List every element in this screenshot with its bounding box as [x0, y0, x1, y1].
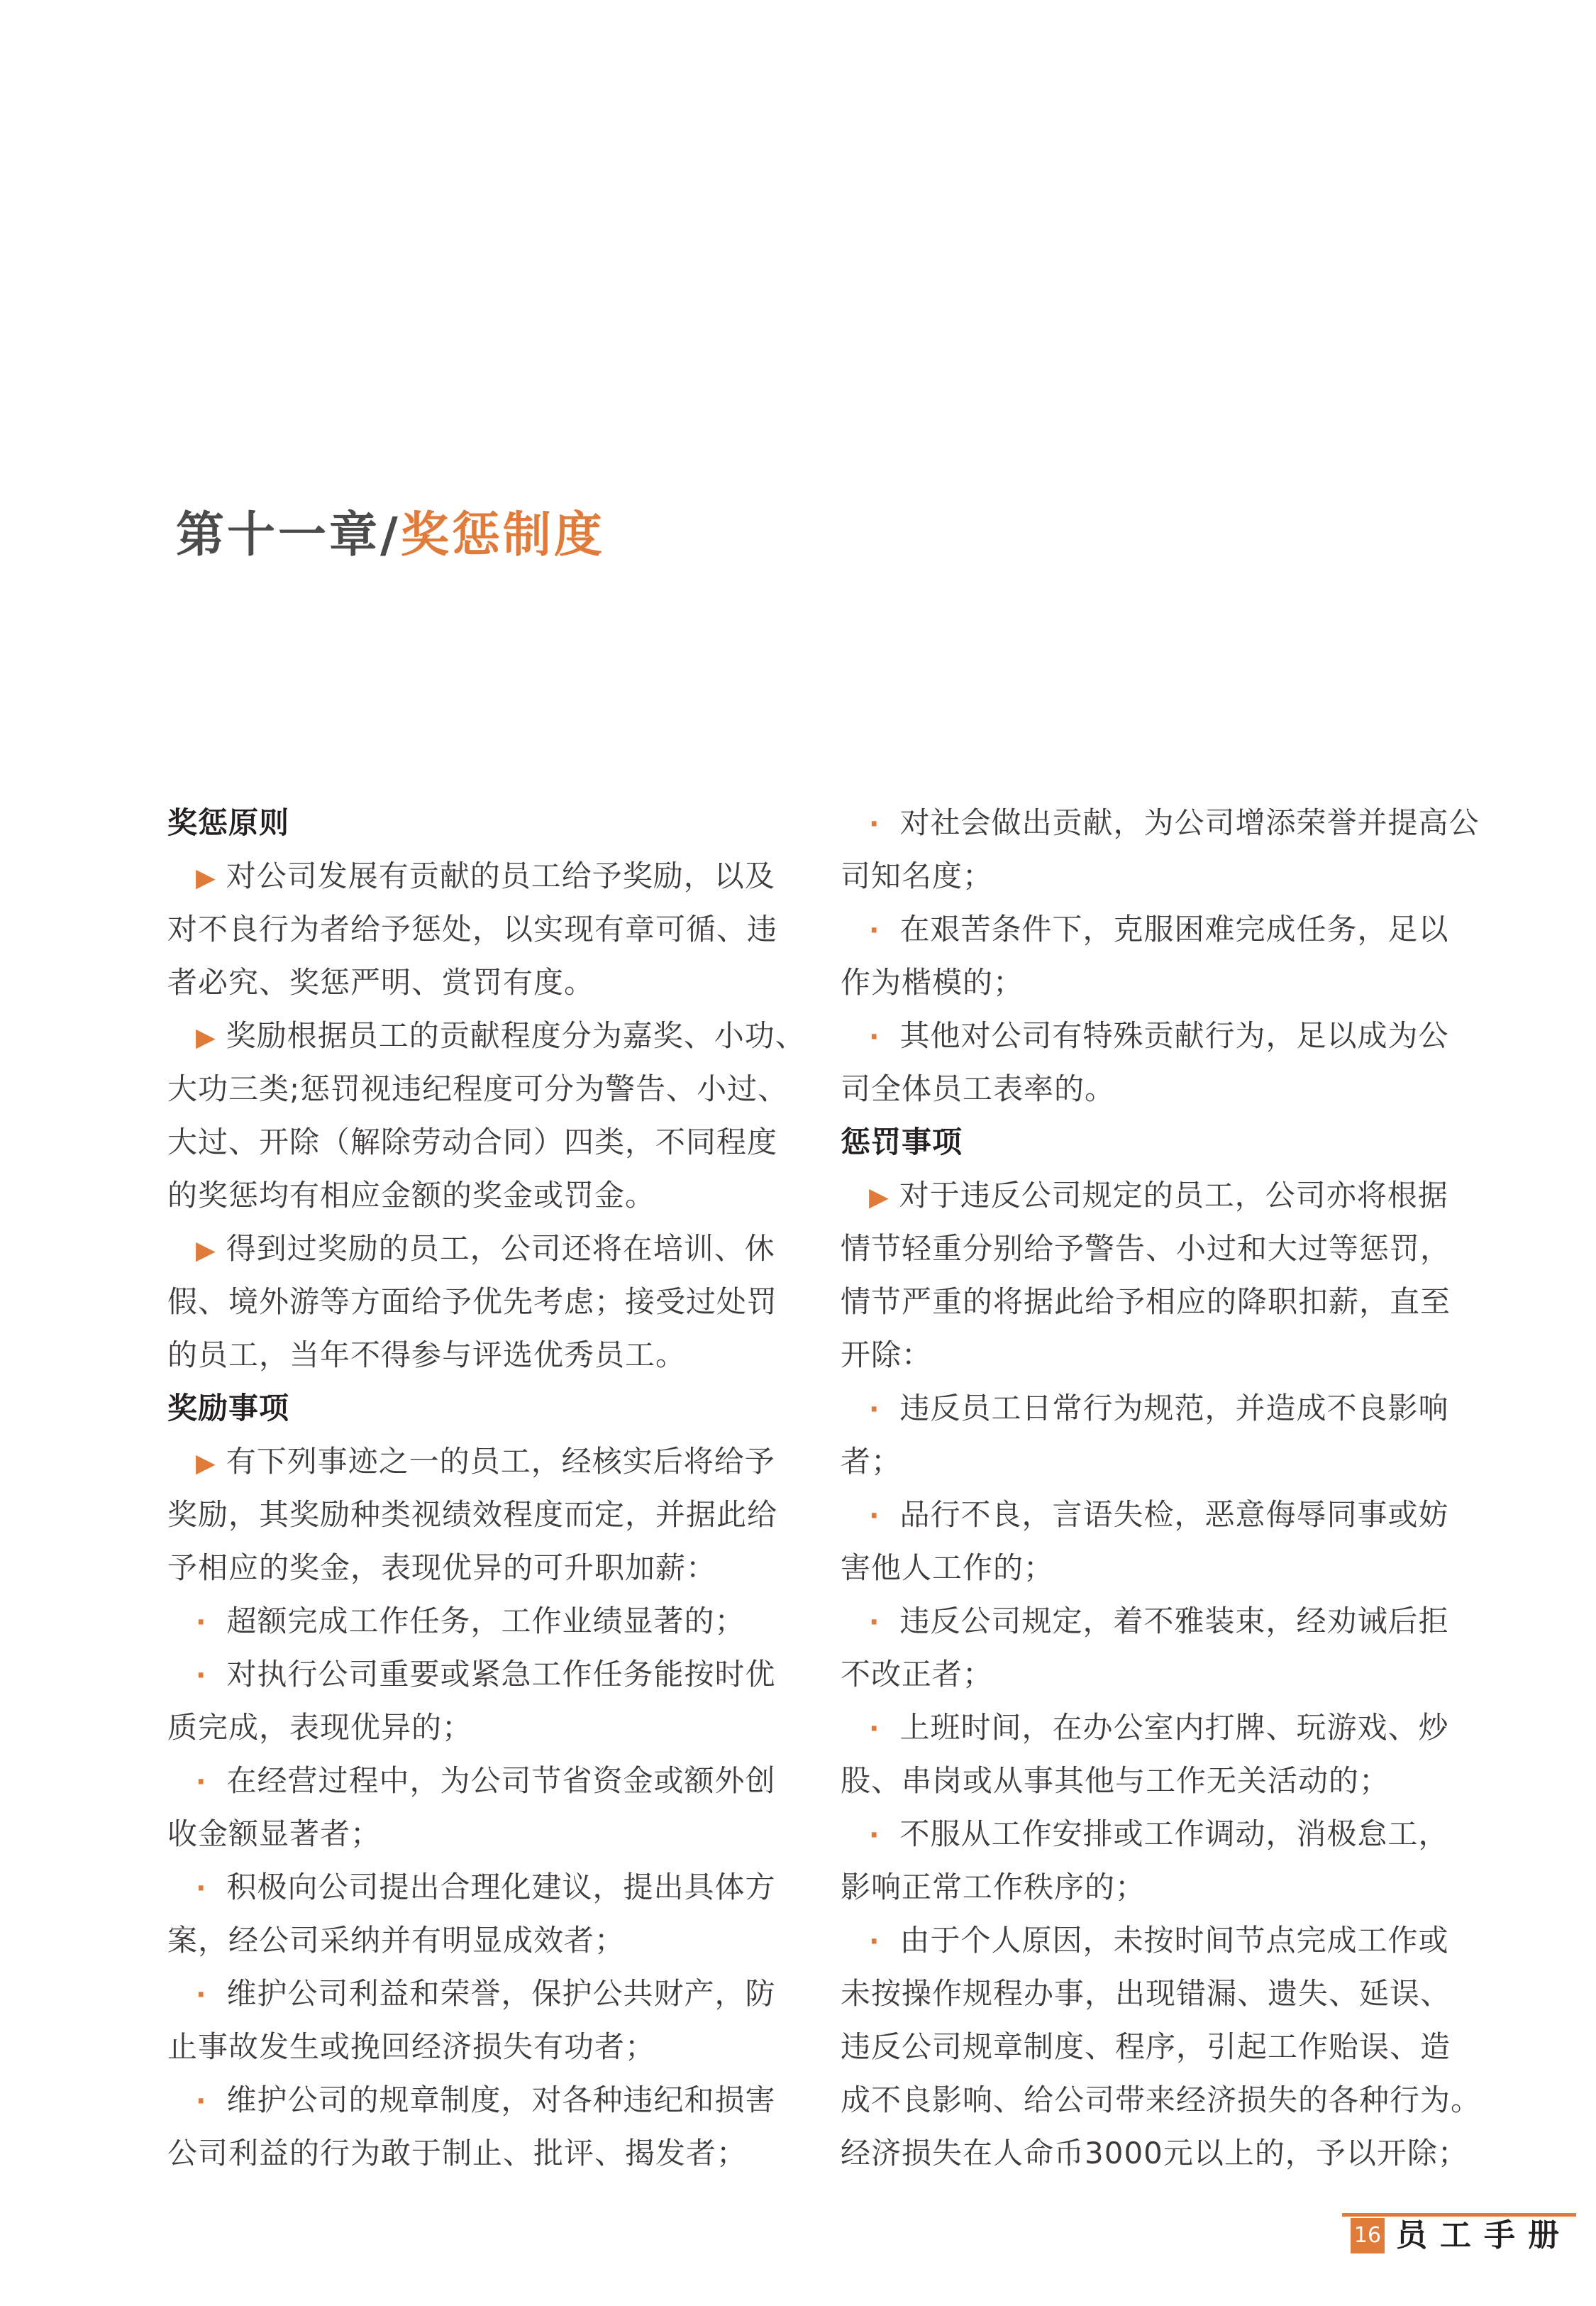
paragraph-line [841, 1541, 1479, 1594]
list-item [841, 1594, 1479, 1648]
section-heading: 惩罚事项 [841, 1125, 963, 1159]
line-text: 公司利益的行为敢于制止、批评、揭发者； [167, 2136, 748, 2170]
line-text: 未按操作规程办事，出现错漏、遗失、延误、 [841, 1976, 1451, 2011]
section-heading: 奖励事项 [167, 1391, 290, 1425]
paragraph-line [167, 1062, 806, 1115]
line-text: 对执行公司重要或紧急工作任务能按时优 [226, 1657, 776, 1692]
line-text: 者； [841, 1444, 902, 1479]
paragraph-line [167, 2126, 806, 2180]
dot-bullet-icon: · [869, 1500, 880, 1531]
dot-bullet-icon: · [196, 1979, 207, 2010]
line-text: 由于个人原因，未按时间节点完成工作或 [899, 1923, 1449, 1958]
triangle-bullet-icon: ▶ [196, 864, 216, 893]
paragraph-line [841, 2020, 1479, 2073]
dot-bullet-icon: · [869, 1394, 880, 1425]
line-text: 对于违反公司规定的员工，公司亦将根据 [899, 1178, 1448, 1213]
paragraph-line [841, 2073, 1482, 2126]
line-text: 害他人工作的； [841, 1550, 1055, 1585]
line-text: 维护公司利益和荣誉，保护公共财产，防 [226, 1976, 776, 2011]
list-item [167, 849, 806, 903]
section-heading: 奖惩原则 [167, 805, 290, 840]
line-text: 对不良行为者给予惩处，以实现有章可循、违 [167, 912, 778, 947]
line-text: 开除： [841, 1337, 933, 1372]
paragraph-line [841, 1648, 1479, 1701]
dot-bullet-icon: · [196, 1606, 207, 1638]
paragraph-line [841, 2126, 1479, 2180]
paragraph-line [841, 956, 1479, 1009]
line-text: 对公司发展有贡献的员工给予奖励，以及 [226, 859, 775, 893]
list-item [167, 1967, 806, 2020]
line-text: 收金额显著者； [167, 1816, 382, 1851]
line-text: 对社会做出贡献，为公司增添荣誉并提高公 [899, 805, 1480, 840]
line-text: 案，经公司采纳并有明显成效者； [167, 1923, 626, 1958]
line-text: 成不良影响、给公司带来经济损失的各种行为。 [841, 2082, 1482, 2117]
dot-bullet-icon: · [196, 1872, 207, 1904]
list-item [167, 1754, 806, 1807]
line-text: 奖励，其奖励种类视绩效程度而定，并据此给 [167, 1497, 778, 1532]
line-text: 止事故发生或挽回经济损失有功者； [167, 2029, 656, 2064]
dot-bullet-icon: · [869, 808, 880, 839]
left-column [167, 796, 806, 2180]
list-item [841, 1701, 1479, 1754]
paragraph-line [167, 2020, 806, 2073]
line-text: 有下列事迹之一的员工，经核实后将给予 [226, 1444, 775, 1479]
triangle-bullet-icon: ▶ [869, 1183, 890, 1212]
line-text: 情节严重的将据此给予相应的降职扣薪，直至 [841, 1284, 1451, 1319]
paragraph-line [167, 1701, 806, 1754]
dot-bullet-icon: · [869, 1021, 880, 1052]
paragraph-line [841, 1860, 1479, 1914]
right-column [841, 796, 1482, 2180]
line-text: 违反公司规定，着不雅装束，经劝诫后拒 [899, 1604, 1449, 1638]
line-text: 维护公司的规章制度，对各种违纪和损害 [226, 2082, 776, 2117]
paragraph-line [167, 1488, 806, 1541]
line-text: 予相应的奖金，表现优异的可升职加薪： [167, 1550, 717, 1585]
list-item [167, 1435, 806, 1488]
line-text: 作为楷模的； [841, 965, 1024, 1000]
paragraph-line [841, 1062, 1479, 1115]
line-text: 上班时间，在办公室内打牌、玩游戏、炒 [899, 1710, 1449, 1745]
chapter-title [176, 497, 605, 566]
paragraph-line [841, 1754, 1479, 1807]
triangle-bullet-icon: ▶ [196, 1023, 216, 1052]
line-text: 的员工，当年不得参与评选优秀员工。 [167, 1337, 687, 1372]
dot-bullet-icon: · [869, 915, 880, 946]
line-text: 品行不良，言语失检，恶意侮辱同事或妨 [899, 1497, 1449, 1532]
list-item [167, 1594, 806, 1648]
list-item [167, 1222, 806, 1275]
triangle-bullet-icon: ▶ [196, 1236, 216, 1265]
line-text: 司知名度； [841, 859, 994, 893]
paragraph-line [841, 1222, 1479, 1275]
line-text: 影响正常工作秩序的； [841, 1870, 1146, 1904]
paragraph-line [167, 956, 806, 1009]
line-text: 股、串岗或从事其他与工作无关活动的； [841, 1763, 1390, 1798]
dot-bullet-icon: · [869, 1713, 880, 1744]
line-text: 大过、开除（解除劳动合同）四类，不同程度 [167, 1125, 778, 1159]
list-item [841, 796, 1479, 849]
line-text: 得到过奖励的员工，公司还将在培训、休 [226, 1231, 775, 1266]
line-text: 违反公司规章制度、程序，引起工作贻误、造 [841, 2029, 1451, 2064]
line-text: 积极向公司提出合理化建议，提出具体方 [226, 1870, 776, 1904]
line-text: 经济损失在人命币3000元以上的，予以开除； [841, 2136, 1468, 2170]
line-text: 奖励根据员工的贡献程度分为嘉奖、小功、 [226, 1018, 806, 1053]
list-item [841, 1169, 1479, 1222]
paragraph-line [167, 1115, 806, 1169]
footer-title: 员工手册 [1396, 2217, 1572, 2253]
paragraph-line [167, 1328, 806, 1381]
line-text: 不服从工作安排或工作调动，消极怠工， [899, 1816, 1449, 1851]
line-text: 假、境外游等方面给予优先考虑；接受过处罚 [167, 1284, 778, 1319]
list-item [841, 1488, 1479, 1541]
chapter-name: 奖惩制度 [400, 507, 605, 563]
dot-bullet-icon: · [869, 1606, 880, 1638]
line-text: 超额完成工作任务，工作业绩显著的； [226, 1604, 746, 1638]
list-item [841, 903, 1479, 956]
list-item [841, 1807, 1479, 1860]
line-text: 大功三类;惩罚视违纪程度可分为警告、小过、 [167, 1071, 789, 1106]
dot-bullet-icon: · [196, 2085, 207, 2117]
line-text: 情节轻重分别给予警告、小过和大过等惩罚， [841, 1231, 1451, 1266]
line-text: 在经营过程中，为公司节省资金或额外创 [226, 1763, 776, 1798]
paragraph-line [841, 1967, 1479, 2020]
triangle-bullet-icon: ▶ [196, 1449, 216, 1478]
paragraph-line [167, 1275, 806, 1328]
list-item [167, 2073, 806, 2126]
paragraph-line [167, 1541, 806, 1594]
list-item [167, 1860, 806, 1914]
list-item [841, 1381, 1479, 1435]
paragraph-line [167, 903, 806, 956]
dot-bullet-icon: · [869, 1926, 880, 1957]
page-number: 16 [1351, 2218, 1385, 2253]
line-text: 质完成，表现优异的； [167, 1710, 473, 1745]
line-text: 的奖惩均有相应金额的奖金或罚金。 [167, 1178, 656, 1213]
line-text: 在艰苦条件下，克服困难完成任务，足以 [899, 912, 1449, 947]
line-text: 司全体员工表率的。 [841, 1071, 1116, 1106]
list-item [167, 1648, 806, 1701]
list-item [841, 1009, 1479, 1062]
line-text: 不改正者； [841, 1657, 994, 1692]
line-text: 者必究、奖惩严明、赏罚有度。 [167, 965, 595, 1000]
line-text: 违反员工日常行为规范，并造成不良影响 [899, 1391, 1449, 1425]
dot-bullet-icon: · [196, 1660, 207, 1691]
paragraph-line [841, 1435, 1479, 1488]
list-item [841, 1914, 1479, 1967]
paragraph-line [167, 1914, 806, 1967]
paragraph-line [841, 849, 1479, 903]
chapter-prefix: 第十一章/ [176, 507, 401, 563]
paragraph-line [841, 1328, 1479, 1381]
paragraph-line [167, 1169, 806, 1222]
dot-bullet-icon: · [196, 1766, 207, 1797]
paragraph-line [841, 1275, 1479, 1328]
paragraph-line [167, 1807, 806, 1860]
line-text: 其他对公司有特殊贡献行为，足以成为公 [899, 1018, 1449, 1053]
dot-bullet-icon: · [869, 1819, 880, 1850]
list-item [167, 1009, 806, 1062]
